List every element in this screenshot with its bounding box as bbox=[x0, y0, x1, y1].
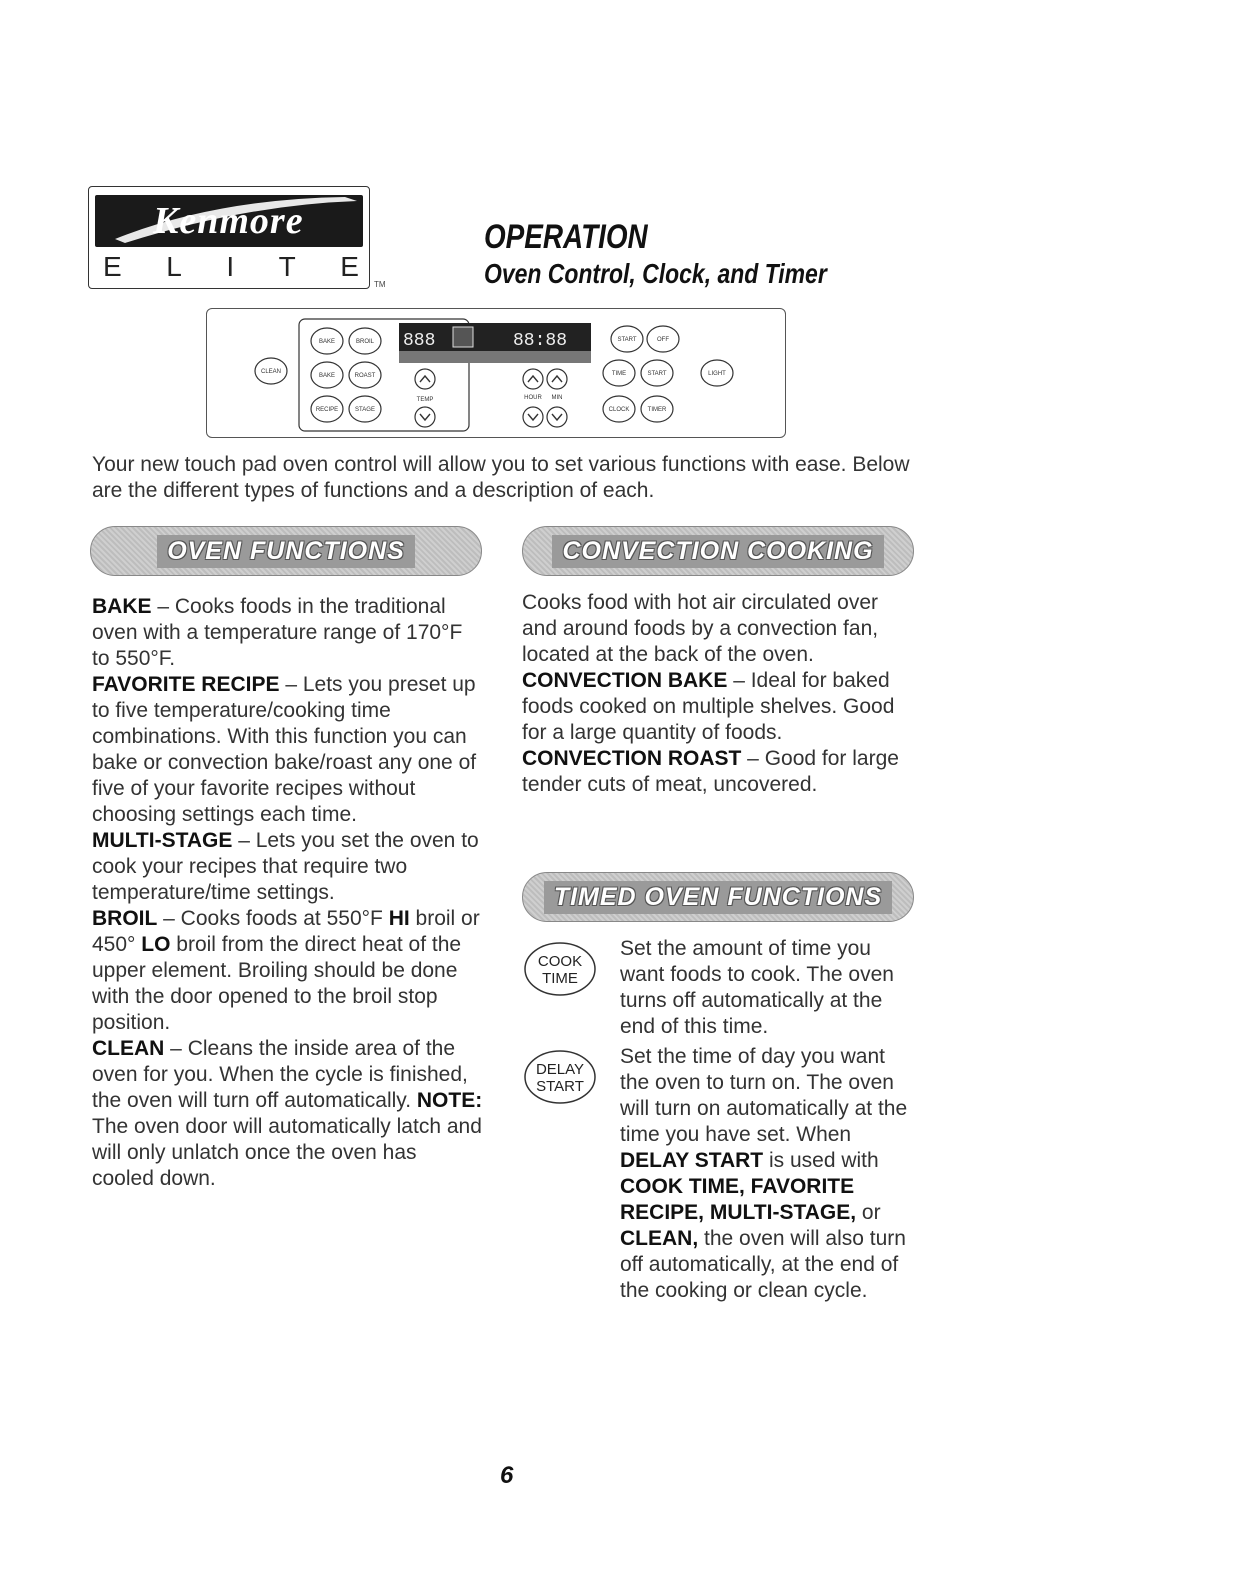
logo-letter: T bbox=[278, 251, 296, 282]
multi-stage-text: – Lets you set the oven to cook your recipes that require two temperature/time settings. bbox=[92, 829, 479, 904]
svg-text:BAKE: BAKE bbox=[318, 339, 336, 345]
logo-elite bbox=[103, 251, 359, 283]
svg-text:START: START bbox=[617, 337, 637, 343]
convection-roast-description bbox=[522, 746, 910, 798]
svg-text:TIMER: TIMER bbox=[647, 407, 667, 413]
logo-bar bbox=[95, 195, 363, 247]
clean-label: CLEAN bbox=[92, 1037, 165, 1060]
convection-column bbox=[522, 590, 910, 798]
display-left: 888 bbox=[403, 331, 436, 351]
svg-text:STAGE: STAGE bbox=[355, 407, 375, 413]
delay-start-bold: CLEAN, bbox=[620, 1227, 699, 1250]
bake-description bbox=[92, 594, 484, 672]
svg-text:COOK: COOK bbox=[537, 953, 583, 970]
svg-text:LIGHT: LIGHT bbox=[708, 371, 726, 377]
convection-intro: Cooks food with hot air circulated over and around foods by a convection fan, located at the back of the oven. bbox=[522, 591, 879, 666]
logo-letter: E bbox=[340, 251, 359, 282]
favorite-recipe-label: FAVORITE RECIPE bbox=[92, 673, 280, 696]
broil-text: broil from the direct heat of the upper element. Broiling should be done with the door opened to the broil stop position. bbox=[92, 933, 462, 1034]
page-subtitle: Oven Control, Clock, and Timer bbox=[484, 258, 827, 289]
convection-roast-label: CONVECTION ROAST bbox=[522, 747, 742, 770]
convection-bake-text: – Ideal for baked foods cooked on multiple shelves. Good for a large quantity of foods. bbox=[522, 669, 895, 744]
bake-label: BAKE bbox=[92, 595, 152, 618]
svg-text:OFF: OFF bbox=[657, 337, 669, 343]
svg-text:MIN: MIN bbox=[551, 395, 563, 401]
broil-lo: LO bbox=[141, 933, 171, 956]
svg-text:BROIL: BROIL bbox=[355, 339, 375, 345]
broil-text: – Cooks foods at 550°F bbox=[157, 907, 389, 930]
convection-bake-label: CONVECTION BAKE bbox=[522, 669, 728, 692]
delay-start-text: Set the time of day you want the oven to turn on. The oven will turn on automatically at the time you have set. When bbox=[620, 1045, 908, 1146]
delay-start-button-icon bbox=[522, 1048, 598, 1106]
logo-letter: L bbox=[166, 251, 182, 282]
convection-cooking-banner bbox=[522, 526, 914, 576]
broil-label: BROIL bbox=[92, 907, 158, 930]
multi-stage-label: MULTI-STAGE bbox=[92, 829, 233, 852]
delay-start-text: is used with bbox=[763, 1149, 879, 1172]
oven-functions-column bbox=[92, 594, 484, 1192]
delay-start-bold: COOK TIME, FAVORITE RECIPE, MULTI-STAGE, bbox=[620, 1175, 857, 1224]
timed-oven-functions-banner bbox=[522, 872, 914, 922]
favorite-recipe-text: – Lets you preset up to five temperature/cooking time combinations. With this function you can bake or convection bake/roast any one of five of your favorite recipes without choosing settings each time. bbox=[92, 673, 477, 826]
svg-text:DELAY: DELAY bbox=[535, 1061, 585, 1078]
svg-text:BAKE: BAKE bbox=[318, 373, 336, 379]
oven-functions-banner bbox=[90, 526, 482, 576]
delay-start-bold: DELAY START bbox=[620, 1149, 764, 1172]
convection-bake-description bbox=[522, 668, 910, 746]
delay-start-text: the oven will also turn off automatically, at the end of the cooking or clean cycle. bbox=[620, 1227, 906, 1302]
multi-stage-description bbox=[92, 828, 484, 906]
convection-cooking-heading: CONVECTION COOKING bbox=[552, 535, 883, 568]
bake-text: – Cooks foods in the traditional oven with a temperature range of 170°F to 550°F. bbox=[92, 595, 463, 670]
svg-text:START: START bbox=[647, 371, 667, 377]
control-panel-illustration bbox=[206, 308, 786, 438]
intro-paragraph: Your new touch pad oven control will allow you to set various functions with ease. Below are the different types of functions and a description of each. bbox=[92, 453, 910, 502]
control-panel-drawing bbox=[207, 309, 787, 439]
svg-text:CLOCK: CLOCK bbox=[608, 407, 630, 413]
timed-oven-functions-heading: TIMED OVEN FUNCTIONS bbox=[544, 881, 892, 914]
trademark: TM bbox=[374, 280, 386, 289]
broil-description bbox=[92, 906, 484, 1036]
delay-start-text: or bbox=[856, 1201, 881, 1224]
clean-text: – Cleans the inside area of the oven for you. When the cycle is finished, the oven will turn off automatically. bbox=[92, 1037, 468, 1112]
note-label: NOTE: bbox=[416, 1089, 483, 1112]
kenmore-elite-logo bbox=[88, 186, 370, 289]
note-text: The oven door will automatically latch and will only unlatch once the oven has cooled down. bbox=[92, 1115, 482, 1190]
svg-text:TEMP: TEMP bbox=[416, 397, 434, 403]
display-right: 88:88 bbox=[513, 331, 568, 351]
oven-functions-heading: OVEN FUNCTIONS bbox=[157, 535, 415, 568]
svg-text:START: START bbox=[536, 1078, 584, 1095]
cook-time-button-icon bbox=[522, 940, 598, 998]
logo-letter: E bbox=[103, 251, 122, 282]
cook-time-description: Set the amount of time you want foods to cook. The oven turns off automatically at the end of this time. bbox=[620, 937, 894, 1038]
delay-start-description bbox=[620, 1044, 916, 1304]
svg-text:ROAST: ROAST bbox=[354, 373, 376, 379]
convection-roast-text: – Good for large tender cuts of meat, uncovered. bbox=[522, 747, 899, 796]
page-number: 6 bbox=[500, 1462, 514, 1489]
page-title: OPERATION bbox=[484, 218, 648, 256]
logo-letter: I bbox=[226, 251, 235, 282]
svg-text:TIME: TIME bbox=[542, 970, 578, 987]
broil-hi: HI bbox=[388, 907, 410, 930]
logo-brand: Kenmore bbox=[153, 200, 304, 242]
svg-text:CLEAN: CLEAN bbox=[260, 369, 282, 375]
favorite-recipe-description bbox=[92, 672, 484, 828]
svg-text:HOUR: HOUR bbox=[524, 395, 542, 401]
svg-text:RECIPE: RECIPE bbox=[315, 407, 339, 413]
clean-description bbox=[92, 1036, 484, 1192]
svg-text:TIME: TIME bbox=[611, 371, 627, 377]
broil-text: broil or 450° bbox=[92, 907, 480, 956]
